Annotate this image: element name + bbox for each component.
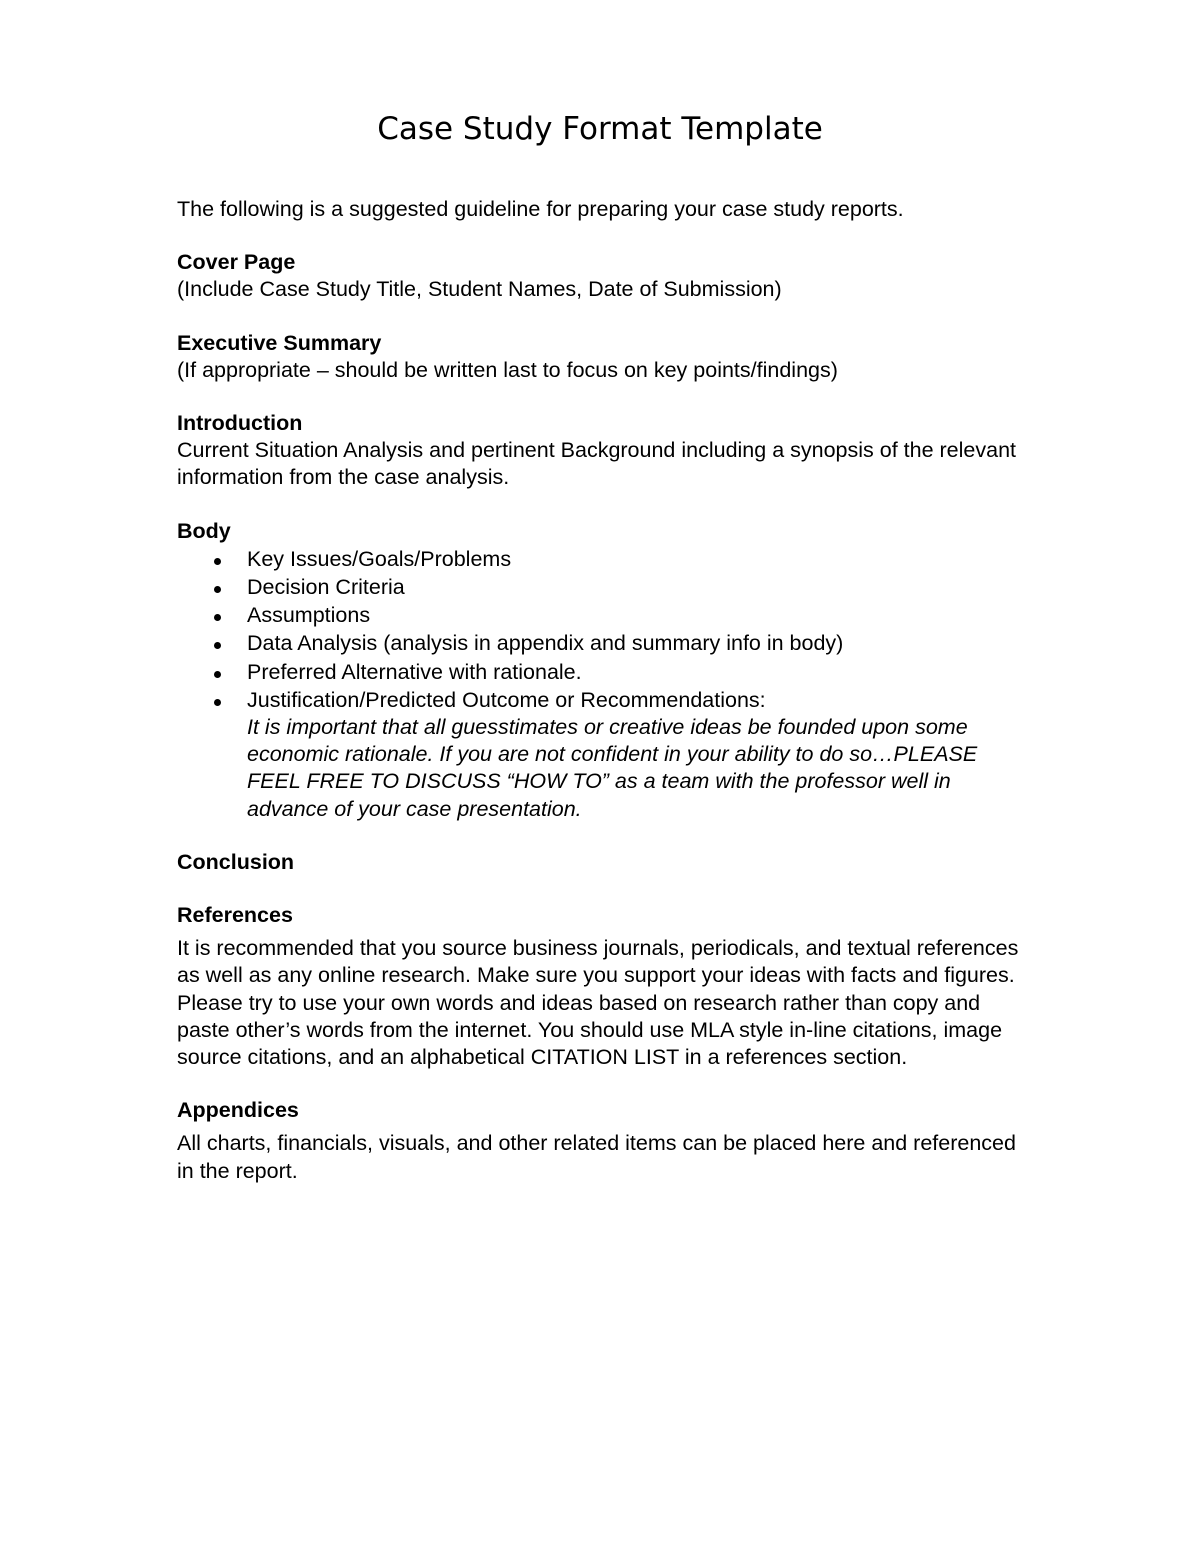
list-item <box>247 545 1027 573</box>
bullet-icon <box>214 642 221 649</box>
list-item <box>247 658 1027 686</box>
section-cover-page <box>177 249 1027 303</box>
list-item-text: Key Issues/Goals/Problems <box>247 546 512 571</box>
bullet-icon <box>214 699 221 706</box>
document-content <box>177 196 1027 1211</box>
section-introduction <box>177 410 1027 492</box>
list-item-text: Assumptions <box>247 603 371 628</box>
section-conclusion <box>177 849 1027 876</box>
body-heading: Body <box>177 518 231 543</box>
executive-summary-text: (If appropriate – should be written last to focus on key points/findings) <box>177 357 838 382</box>
bullet-icon <box>214 586 221 593</box>
list-item <box>247 573 1027 601</box>
introduction-text: Current Situation Analysis and pertinent Background including a synopsis of the relevant information from the case analysis. <box>177 438 1017 490</box>
page-title: Case Study Format Template <box>377 111 823 147</box>
list-item <box>247 686 1027 823</box>
appendices-text: All charts, financials, visuals, and other related items can be placed here and referenced in the report. <box>177 1131 1016 1183</box>
section-body <box>177 518 1027 823</box>
bullet-icon <box>214 671 221 678</box>
section-executive-summary <box>177 330 1027 384</box>
justification-note: It is important that all guesstimates or creative ideas be founded upon some economic rationale. If you are not confident in your ability to do so…PLEASE FEEL FREE TO DISCUSS “HOW TO” as a team with the professor well in advance of your case presentation. <box>247 715 978 821</box>
body-list <box>247 545 1027 823</box>
list-item <box>247 601 1027 629</box>
list-item-text: Decision Criteria <box>247 575 405 600</box>
bullet-icon <box>214 614 221 621</box>
cover-page-text: (Include Case Study Title, Student Names, Date of Submission) <box>177 277 782 302</box>
introduction-heading: Introduction <box>177 411 303 436</box>
appendices-heading: Appendices <box>177 1098 299 1123</box>
references-text: It is recommended that you source business journals, periodicals, and textual references as well as any online research. Make sure you support your ideas with facts and figures. Please try to use your own words and ideas based on research rather than copy and paste other’s words from the internet. You should use MLA style in-line citations, image source citations, and an alphabetical CITATION LIST in a references section. <box>177 936 1019 1070</box>
section-appendices <box>177 1097 1027 1185</box>
executive-summary-heading: Executive Summary <box>177 330 382 355</box>
list-item <box>247 629 1027 657</box>
references-heading: References <box>177 903 293 928</box>
list-item-text: Justification/Predicted Outcome or Recommendations: <box>247 687 766 712</box>
list-item-text: Preferred Alternative with rationale. <box>247 659 582 684</box>
list-item-text: Data Analysis (analysis in appendix and summary info in body) <box>247 631 844 656</box>
cover-page-heading: Cover Page <box>177 250 296 275</box>
intro-text: The following is a suggested guideline for preparing your case study reports. <box>177 197 904 221</box>
section-references <box>177 902 1027 1071</box>
bullet-icon <box>214 558 221 565</box>
conclusion-heading: Conclusion <box>177 849 295 874</box>
